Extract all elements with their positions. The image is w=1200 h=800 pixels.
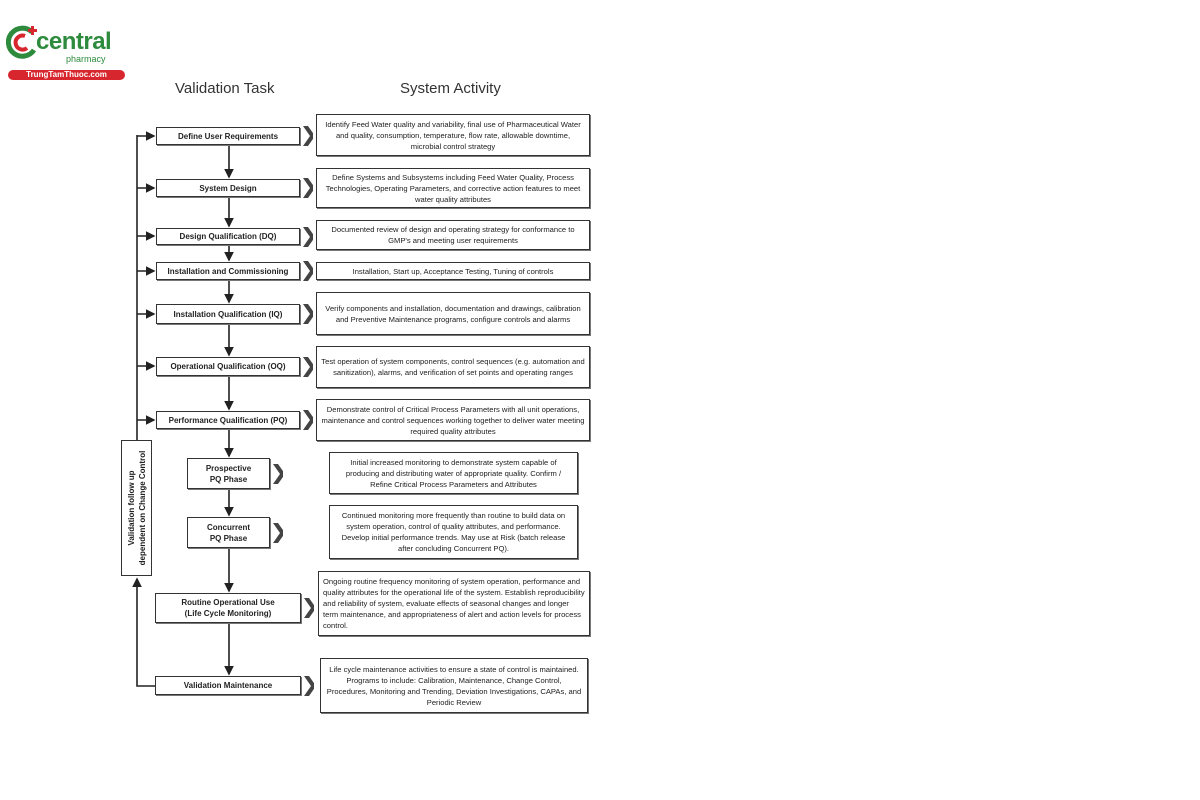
activity-box: Test operation of system components, control sequences (e.g. automation and sanitization), alarms, and verification of set points and operating ranges [316,346,590,388]
chevron-right-icon [304,676,314,696]
task-box: Installation Qualification (IQ) [156,304,300,324]
change-control-line2: dependent on Change Control [137,450,147,566]
task-box: Routine Operational Use (Life Cycle Monitoring) [155,593,301,623]
task-box: Operational Qualification (OQ) [156,357,300,376]
logo-site: TrungTamThuoc.com [8,70,125,80]
task-box: Validation Maintenance [155,676,301,695]
activity-box: Life cycle maintenance activities to ensure a state of control is maintained. Programs to include: Calibration, Maintenance, Change Control, Procedures, Monitoring and Trending, Deviation Investigations, CAPAs, and Periodic Review [320,658,588,713]
chevron-right-icon [303,261,313,281]
chevron-right-icon [303,304,313,324]
logo-brand: central [36,28,112,55]
chevron-right-icon [303,178,313,198]
chevron-right-icon [273,464,283,484]
change-control-line1: Validation follow up [126,470,136,546]
task-box: Installation and Commissioning [156,262,300,280]
chevron-right-icon [304,598,314,618]
chevron-right-icon [303,410,313,430]
chevron-right-icon [273,523,283,543]
task-box: Concurrent PQ Phase [187,517,270,548]
activity-box: Demonstrate control of Critical Process Parameters with all unit operations, maintenance and control sequences working together to deliver water meeting required quality attributes [316,399,590,441]
activity-box: Continued monitoring more frequently than routine to build data on system operation, control of quality attributes, and performance. Develop initial performance trends. May use at Risk (batch release after concluding Concurrent PQ). [329,505,578,559]
task-box: Performance Qualification (PQ) [156,411,300,429]
chevron-right-icon [303,357,313,377]
activity-box: Define Systems and Subsystems including Feed Water Quality, Process Technologies, Operating Parameters, and corrective action features to meet water quality attributes [316,168,590,208]
chevron-right-icon [303,227,313,247]
activity-box: Ongoing routine frequency monitoring of system operation, performance and quality attributes for the operational life of the system. Establish reproducibility and reliability of system, evaluate effects of seasonal changes and longer term maintenance, and appropriateness of alert and action levels for process control. [318,571,590,636]
chevron-right-icon [303,126,313,146]
activity-box: Initial increased monitoring to demonstrate system capable of producing and distributing water of appropriate quality. Confirm / Refine Critical Process Parameters and Attributes [329,452,578,494]
activity-box: Installation, Start up, Acceptance Testing, Tuning of controls [316,262,590,280]
change-control-box [121,440,152,576]
header-system-activity: System Activity [400,80,501,97]
task-box: Define User Requirements [156,127,300,145]
activity-box: Identify Feed Water quality and variability, final use of Pharmaceutical Water and quality, consumption, temperature, flow rate, allowable downtime, microbial control strategy [316,114,590,156]
logo-sub: pharmacy [66,54,106,64]
header-validation-task: Validation Task [175,80,275,97]
task-box: Design Qualification (DQ) [156,228,300,245]
activity-box: Verify components and installation, documentation and drawings, calibration and Preventive Maintenance programs, configure controls and alarms [316,292,590,335]
task-box: System Design [156,179,300,197]
activity-box: Documented review of design and operating strategy for conformance to GMP's and meeting user requirements [316,220,590,250]
task-box: Prospective PQ Phase [187,458,270,489]
